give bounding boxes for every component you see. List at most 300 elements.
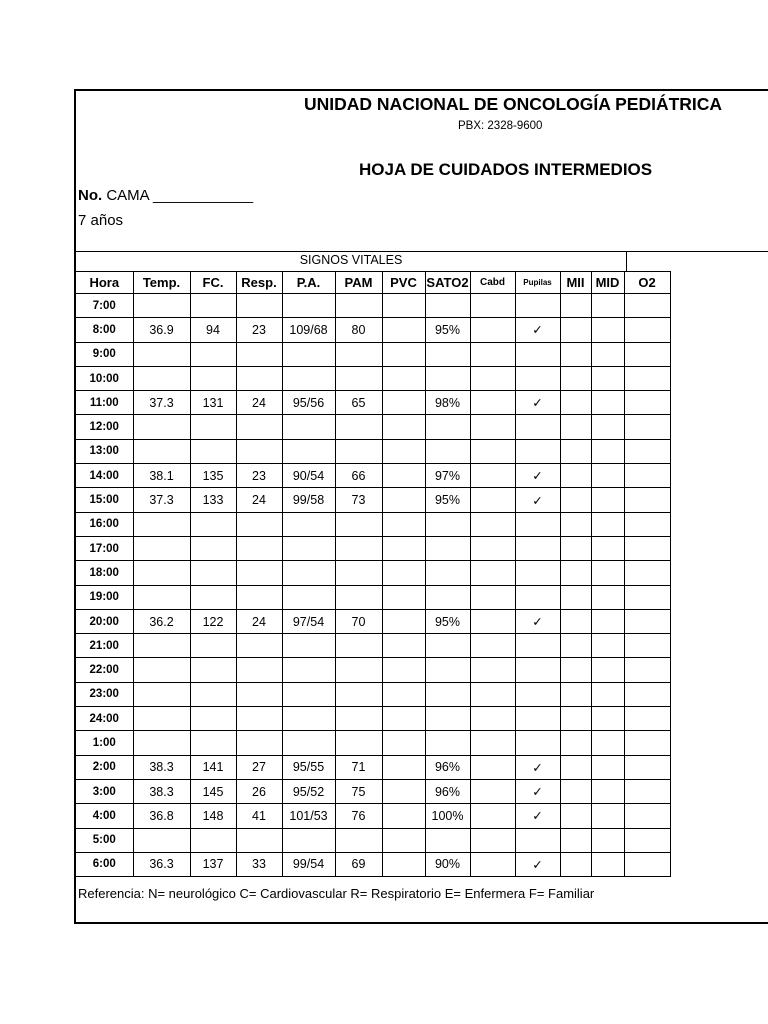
cell-resp: 26 [236,779,282,803]
cell-abd [470,731,515,755]
cell-cvp [382,391,425,415]
table-row [76,488,670,512]
cell-temp: 36.8 [133,804,190,828]
cell-resp [236,342,282,366]
table-row [76,415,670,439]
cell-cvp [382,707,425,731]
cell-map: 65 [335,391,382,415]
cell-mid [591,609,624,633]
cell-pupils [515,366,560,390]
cell-abd [470,585,515,609]
cell-temp [133,828,190,852]
cell-hour: 21:00 [76,634,133,658]
cell-spo2 [425,294,470,318]
sheet-title: HOJA DE CUIDADOS INTERMEDIOS [359,160,653,179]
cell-mii [560,731,591,755]
cell-abd [470,852,515,876]
cell-hour: 7:00 [76,294,133,318]
cell-spo2 [425,707,470,731]
table-row [76,682,670,706]
cell-spo2 [425,828,470,852]
cell-abd [470,707,515,731]
table-row [76,342,670,366]
cell-resp: 24 [236,488,282,512]
cell-map [335,366,382,390]
cell-abd [470,512,515,536]
column-header-temp: Temp. [133,272,190,294]
cell-pupils [515,439,560,463]
cell-spo2 [425,585,470,609]
table-row [76,852,670,876]
cell-mii [560,561,591,585]
vital-signs-table [76,271,671,877]
cell-spo2 [425,682,470,706]
cell-o2 [624,658,670,682]
cell-bp [282,634,335,658]
cell-map [335,561,382,585]
cell-mii [560,658,591,682]
cell-hour: 1:00 [76,731,133,755]
cell-abd [470,318,515,342]
cell-pupils: ✓ [515,755,560,779]
cell-hour: 12:00 [76,415,133,439]
cell-map: 71 [335,755,382,779]
cell-resp [236,731,282,755]
table-row [76,658,670,682]
cell-o2 [624,755,670,779]
cell-mii [560,707,591,731]
cell-cvp [382,804,425,828]
cell-temp [133,415,190,439]
cell-bp: 99/54 [282,852,335,876]
cell-pupils: ✓ [515,318,560,342]
cell-o2 [624,707,670,731]
cell-o2 [624,852,670,876]
cell-hour: 23:00 [76,682,133,706]
cell-mii [560,415,591,439]
cell-hr [190,707,236,731]
cell-o2 [624,318,670,342]
cell-mid [591,488,624,512]
cell-resp [236,682,282,706]
column-header-pupils: Pupilas [515,272,560,294]
column-header-map: PAM [335,272,382,294]
cell-cvp [382,658,425,682]
cell-cvp [382,828,425,852]
institution-title: UNIDAD NACIONAL DE ONCOLOGÍA PEDIÁTRICA [304,94,723,114]
cell-mii [560,342,591,366]
table-row [76,634,670,658]
cell-spo2 [425,366,470,390]
group-separator [626,251,627,271]
cell-spo2: 98% [425,391,470,415]
cell-temp: 36.9 [133,318,190,342]
cell-hour: 19:00 [76,585,133,609]
cell-map [335,439,382,463]
vital-signs-group [76,251,626,271]
cell-resp [236,585,282,609]
cell-cvp [382,318,425,342]
column-header-mii: MII [560,272,591,294]
cell-resp [236,658,282,682]
cell-bp [282,658,335,682]
cell-spo2 [425,415,470,439]
cell-hour: 4:00 [76,804,133,828]
cell-hr [190,585,236,609]
cell-spo2: 90% [425,852,470,876]
cell-o2 [624,561,670,585]
table-row [76,439,670,463]
cell-pupils: ✓ [515,488,560,512]
cell-map [335,682,382,706]
cell-map: 69 [335,852,382,876]
cell-o2 [624,366,670,390]
cell-resp: 27 [236,755,282,779]
table-row [76,512,670,536]
cell-bp [282,561,335,585]
cell-temp: 36.3 [133,852,190,876]
cell-cvp [382,439,425,463]
cell-temp [133,512,190,536]
cell-resp [236,707,282,731]
cell-bp: 95/55 [282,755,335,779]
cell-hr [190,561,236,585]
cell-mii [560,294,591,318]
cell-mii [560,439,591,463]
cell-hr: 94 [190,318,236,342]
cell-bp: 97/54 [282,609,335,633]
cell-mii [560,536,591,560]
cell-pupils [515,585,560,609]
cell-hr [190,634,236,658]
cell-map: 70 [335,609,382,633]
cell-mii [560,366,591,390]
cell-o2 [624,804,670,828]
phone-number: PBX: 2328-9600 [458,120,543,132]
cell-mii [560,828,591,852]
cell-o2 [624,512,670,536]
column-header-cvp: PVC [382,272,425,294]
cell-abd [470,561,515,585]
cell-cvp [382,731,425,755]
cell-hr [190,366,236,390]
cell-mid [591,828,624,852]
cell-pupils [515,682,560,706]
bed-blank: CAMA ____________ [106,187,254,204]
cell-hr [190,512,236,536]
cell-mid [591,585,624,609]
cell-o2 [624,585,670,609]
cell-o2 [624,464,670,488]
cell-bp [282,828,335,852]
cell-mid [591,755,624,779]
cell-hour: 24:00 [76,707,133,731]
cell-o2 [624,415,670,439]
cell-mid [591,294,624,318]
column-header-spo2: SATO2 [425,272,470,294]
cell-bp [282,512,335,536]
cell-cvp [382,755,425,779]
cell-abd [470,609,515,633]
cell-mii [560,318,591,342]
cell-resp: 33 [236,852,282,876]
cell-o2 [624,536,670,560]
cell-resp: 41 [236,804,282,828]
table-row [76,391,670,415]
cell-hr [190,658,236,682]
cell-bp: 95/56 [282,391,335,415]
cell-spo2: 95% [425,488,470,512]
cell-hour: 22:00 [76,658,133,682]
cell-mii [560,779,591,803]
cell-abd [470,755,515,779]
cell-resp [236,536,282,560]
cell-hr [190,294,236,318]
column-header-abd: Cabd [470,272,515,294]
cell-abd [470,464,515,488]
reference-legend: Referencia: N= neurológico C= Cardiovascular R= Respiratorio E= Enfermera F= Familiar [78,886,595,901]
cell-o2 [624,488,670,512]
cell-cvp [382,609,425,633]
cell-hr: 133 [190,488,236,512]
cell-temp: 36.2 [133,609,190,633]
cell-map: 76 [335,804,382,828]
cell-spo2: 97% [425,464,470,488]
cell-pupils: ✓ [515,804,560,828]
cell-cvp [382,512,425,536]
cell-temp [133,658,190,682]
cell-resp [236,415,282,439]
cell-abd [470,391,515,415]
cell-hr [190,828,236,852]
cell-bp [282,585,335,609]
bed-number-field [78,187,253,204]
cell-mii [560,755,591,779]
cell-abd [470,294,515,318]
cell-map [335,634,382,658]
cell-map [335,707,382,731]
cell-mid [591,852,624,876]
cell-temp [133,634,190,658]
cell-hour: 11:00 [76,391,133,415]
cell-pupils [515,294,560,318]
cell-hour: 2:00 [76,755,133,779]
cell-o2 [624,439,670,463]
cell-pupils [515,634,560,658]
cell-abd [470,536,515,560]
cell-cvp [382,536,425,560]
cell-spo2 [425,536,470,560]
cell-mid [591,707,624,731]
cell-mid [591,439,624,463]
cell-bp: 95/52 [282,779,335,803]
table-row [76,731,670,755]
cell-map [335,828,382,852]
cell-map [335,512,382,536]
cell-o2 [624,294,670,318]
cell-abd [470,488,515,512]
cell-pupils: ✓ [515,464,560,488]
cell-hr: 131 [190,391,236,415]
cell-mid [591,464,624,488]
cell-abd [470,779,515,803]
table-row [76,366,670,390]
cell-resp: 24 [236,609,282,633]
cell-pupils [515,512,560,536]
cell-hour: 3:00 [76,779,133,803]
cell-map: 73 [335,488,382,512]
cell-map: 75 [335,779,382,803]
cell-pupils: ✓ [515,779,560,803]
cell-abd [470,366,515,390]
cell-hour: 16:00 [76,512,133,536]
cell-hour: 14:00 [76,464,133,488]
cell-hour: 8:00 [76,318,133,342]
cell-map [335,415,382,439]
cell-temp [133,585,190,609]
cell-mid [591,682,624,706]
cell-hr [190,342,236,366]
cell-temp [133,682,190,706]
cell-cvp [382,682,425,706]
cell-cvp [382,852,425,876]
table-row [76,294,670,318]
cell-hr: 135 [190,464,236,488]
cell-temp: 38.1 [133,464,190,488]
cell-hour: 15:00 [76,488,133,512]
cell-abd [470,682,515,706]
cell-bp [282,366,335,390]
cell-mii [560,585,591,609]
cell-hr [190,731,236,755]
cell-spo2 [425,561,470,585]
cell-abd [470,804,515,828]
cell-mii [560,512,591,536]
cell-map [335,342,382,366]
cell-hr [190,536,236,560]
cell-cvp [382,294,425,318]
cell-mid [591,634,624,658]
cell-bp: 99/58 [282,488,335,512]
cell-mid [591,391,624,415]
cell-pupils: ✓ [515,391,560,415]
cell-map [335,731,382,755]
cell-mid [591,366,624,390]
cell-temp [133,366,190,390]
cell-map: 80 [335,318,382,342]
table-row [76,536,670,560]
cell-hr [190,439,236,463]
cell-mid [591,536,624,560]
cell-map [335,536,382,560]
cell-resp [236,294,282,318]
cell-resp: 23 [236,318,282,342]
cell-hr [190,682,236,706]
cell-o2 [624,731,670,755]
cell-spo2 [425,439,470,463]
cell-hour: 10:00 [76,366,133,390]
cell-resp [236,439,282,463]
cell-bp: 90/54 [282,464,335,488]
cell-o2 [624,391,670,415]
cell-hr: 141 [190,755,236,779]
table-row [76,585,670,609]
vital-signs-label: SIGNOS VITALES [299,253,403,267]
cell-hour: 13:00 [76,439,133,463]
cell-bp [282,294,335,318]
cell-pupils [515,561,560,585]
cell-cvp [382,779,425,803]
cell-spo2 [425,634,470,658]
table-row [76,755,670,779]
cell-pupils [515,828,560,852]
cell-abd [470,658,515,682]
bed-label: No. [78,187,103,204]
cell-mii [560,682,591,706]
cell-resp: 23 [236,464,282,488]
cell-pupils [515,342,560,366]
cell-bp [282,439,335,463]
cell-temp: 38.3 [133,779,190,803]
cell-mii [560,634,591,658]
cell-bp [282,536,335,560]
cell-o2 [624,779,670,803]
column-header-resp: Resp. [236,272,282,294]
cell-cvp [382,366,425,390]
care-sheet [74,89,768,924]
cell-spo2: 96% [425,779,470,803]
cell-map [335,658,382,682]
cell-abd [470,634,515,658]
table-row [76,828,670,852]
cell-o2 [624,609,670,633]
table-row [76,464,670,488]
cell-cvp [382,634,425,658]
cell-hour: 6:00 [76,852,133,876]
cell-mid [591,804,624,828]
patient-age: 7 años [78,212,124,229]
cell-hour: 20:00 [76,609,133,633]
cell-temp [133,561,190,585]
cell-hr [190,415,236,439]
cell-hr: 137 [190,852,236,876]
cell-pupils: ✓ [515,609,560,633]
cell-temp [133,707,190,731]
cell-resp [236,366,282,390]
cell-spo2 [425,512,470,536]
cell-bp [282,707,335,731]
cell-temp [133,439,190,463]
cell-hour: 5:00 [76,828,133,852]
cell-mii [560,464,591,488]
cell-abd [470,415,515,439]
cell-pupils [515,731,560,755]
cell-map [335,294,382,318]
cell-mid [591,342,624,366]
cell-cvp [382,585,425,609]
cell-o2 [624,634,670,658]
cell-cvp [382,464,425,488]
cell-spo2 [425,731,470,755]
cell-abd [470,828,515,852]
cell-temp [133,731,190,755]
cell-pupils [515,658,560,682]
table-row [76,318,670,342]
cell-temp [133,342,190,366]
cell-temp: 38.3 [133,755,190,779]
cell-spo2: 95% [425,318,470,342]
cell-temp: 37.3 [133,391,190,415]
